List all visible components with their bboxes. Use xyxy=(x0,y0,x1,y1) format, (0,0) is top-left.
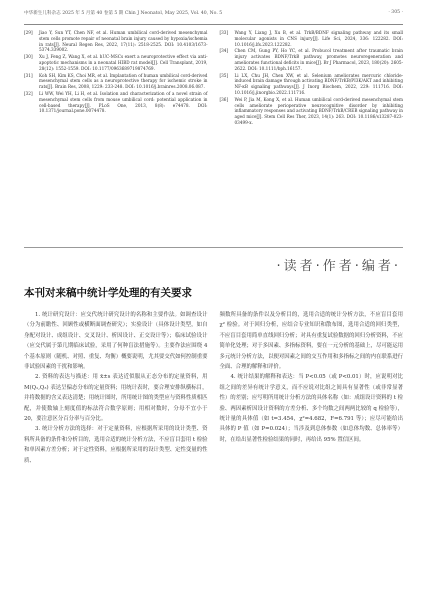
reference-item xyxy=(220,73,404,96)
body-paragraph: 频数所具备的条件以及分析目的，选用合适的统计分析方法，不应盲目套用 χ² 检验。对于回归分析，应结合专业知识和散布图，选用合适的回归类型，不应盲目套用简单直线回归分析；对具有重复试验数据的回归分析资料，不应简单化处理；对于多因素、多指标资料，要在一元分析的基础上，尽可能运用多元统计分析方法，以便对因素之间的交互作用和多指标之间的内在联系进行全面、合理的解释和评价。 xyxy=(219,312,403,371)
journal-citation: 中华新生儿科杂志 2025 年 5 月第 40 卷第 5 期 Chin J Neonatol, May 2025, Vol. 40, No. 5 xyxy=(24,11,223,16)
running-header xyxy=(24,10,403,25)
reference-item xyxy=(24,91,208,114)
reference-number: [33] xyxy=(219,30,229,35)
reference-item xyxy=(24,30,208,53)
reference-item xyxy=(220,97,404,126)
reference-item xyxy=(220,48,404,71)
reference-text: Li WW, Wei YH, Li H, et al. Isolation and characterization of a novel strain of mesenchymal stem cells from mouse umbilical cord: potential application in cell-based therapy[J]. PLoS One, 2013, 8(8): e74478. DOI: 10.1371/journal.pone.0074478. xyxy=(39,90,208,114)
reference-number: [35] xyxy=(219,72,229,78)
references-column-right xyxy=(220,30,404,127)
reference-number: [34] xyxy=(219,48,229,54)
body-paragraph: 1. 统计研究设计：应交代统计研究设计的名称和主要作法。如调查设计（分为前瞻性、回顾性或横断面调查研究）；实验设计（具体设计类型，如自身配对设计、成组设计、交叉设计、析因设计、正交设计等）；临床试验设计（应交代属于第几期临床试验，采用了何种盲法措施等）。主要作法应围绕 4 个基本原则（随机、对照、重复、均衡）概要说明，尤其要交代如何控制重要非试验因素的干扰和影响。 xyxy=(24,312,208,371)
article-body xyxy=(24,310,403,466)
body-column-left xyxy=(24,310,208,466)
page-number: · 305 · xyxy=(388,10,403,15)
reference-number: [31] xyxy=(24,72,33,78)
reference-text: Li LX, Chu JH, Chen XW, et al. Selenium ameliorates mercuric chloride-induced brain damage through activating BDNF/TrKB/PI3K/AKT and inhibiting NF-κB signaling pathways[J]. J Inorg Biochem, 2022, 229: 111716. DOI: 10.1016/j.jinorgbio.2022.111716. xyxy=(234,72,403,95)
reference-text: Koh SH, Kim KS, Choi MR, et al. Implantation of human umbilical cord-derived mesenchymal stem cells as a neuroprotective therapy for ischemic stroke in rats[J]. Brain Res, 2008, 1229: 233-248. DOI: 10.1016/j.brainres.2008.06.087. xyxy=(39,72,208,90)
column-label: ·读者·作者·编者· xyxy=(276,259,401,274)
reference-text: Chen CM, Gung PY, Ho YC, et al. Probucol treatment after traumatic brain injury activates BDNF/TrkB pathway, promotes neuroregeneration and ameliorates functional deficits in mice[J]. Br J Pharmacol, 2023, 180(20): 2605-2622. DOI: 10.1111/bph.16157. xyxy=(234,48,403,71)
reference-number: [32] xyxy=(24,90,33,96)
reference-text: Wei P, Jia M, Kong X, et al. Human umbilical cord-derived mesenchymal stem cells ameliorate perioperative neurocognitive disorder by inhibiting inflammatory responses and activating BDNF/TrkB/CREB signaling pathway in aged mice[J]. Stem Cell Res Ther, 2023, 14(1): 263. DOI: 10.1186/s13287-023-03499-x. xyxy=(234,96,403,125)
reference-number: [29] xyxy=(24,30,33,35)
references-column-left xyxy=(24,30,208,127)
reference-item xyxy=(24,73,208,90)
references-section xyxy=(24,30,403,127)
body-paragraph: 4. 统计结果的解释和表达：当 P<0.05（或 P<0.01）时，应说明对比组之间的差异有统计学意义，而不应说对比组之间具有显著性（或非常显著性）的差别；应写明所用统计分析方法的具体名称（如：成组设计资料的 t 检验、两因素析因设计资料的方差分析、多个均数之间两两比较的 q 检验等），统计量的具体值（如 t=3.454，χ²=4.682，F=6.791 等）；应尽可能给出具体的 P 值（如 P=0.024）；当涉及到总体参数（如总体均数、总体率等）时，在给出显著性检验结果的同时，再给出 95% 置信区间。 xyxy=(219,374,403,443)
section-divider xyxy=(24,247,403,248)
reference-item xyxy=(24,54,208,71)
body-paragraph: 3. 统计分析方法的选择：对于定量资料，应根据所采用的设计类型、资料所具备的条件和分析目的，选用合适的统计分析方法，不应盲目套用 t 检验和单因素方差分析；对于定性资料，应根据所采用的设计类型、定性变量的性质、 xyxy=(24,426,208,464)
reference-text: Wang Y, Liang J, Xu B, et al. TrkB/BDNF signaling pathway and its small molecular agonists in CNS injury[J]. Life Sci, 2024, 336: 122282. DOI: 10.1016/j.lfs.2023.122282. xyxy=(234,30,403,47)
reference-text: Xu J, Feng Z, Wang X, et al. hUC-MSCs exert a neuroprotective effect via anti-apoptotic mechanisms in a neonatal HIBD rat model[J]. Cell Transplant, 2019, 28(12): 1552-1559. DOI: 10.1177/0963689719874769. xyxy=(39,54,208,71)
body-paragraph: 2. 资料的表达与描述：用 x̄±s 表达近似服从正态分布的定量资料，用 M(Q₁,Q₃) 表达呈偏态分布的定量资料；用统计表时，要合理安排纵横标目，并将数据的含义表达清楚；用统计图时，所用统计图的类型应与资料性质相匹配，并使数轴上刻度值的标法符合数学原则；用相对数时，分母不宜小于 20，要注意区分百分率与百分比。 xyxy=(24,374,208,423)
reference-number: [30] xyxy=(24,54,33,60)
body-column-right xyxy=(220,310,404,466)
article-title: 本刊对来稿中统计学处理的有关要求 xyxy=(24,287,192,299)
reference-text: Jiao Y, Sun YT, Chen NF, et al. Human umbilical cord-derived mesenchymal stem cells promote repair of neonatal brain injury caused by hypoxia/ischemia in rats[J]. Neural Regen Res, 2022, 17(11): 2518-2525. DOI: 10.4103/1673-5374.339002. xyxy=(39,30,208,53)
reference-item xyxy=(220,30,404,47)
reference-number: [36] xyxy=(219,96,229,102)
